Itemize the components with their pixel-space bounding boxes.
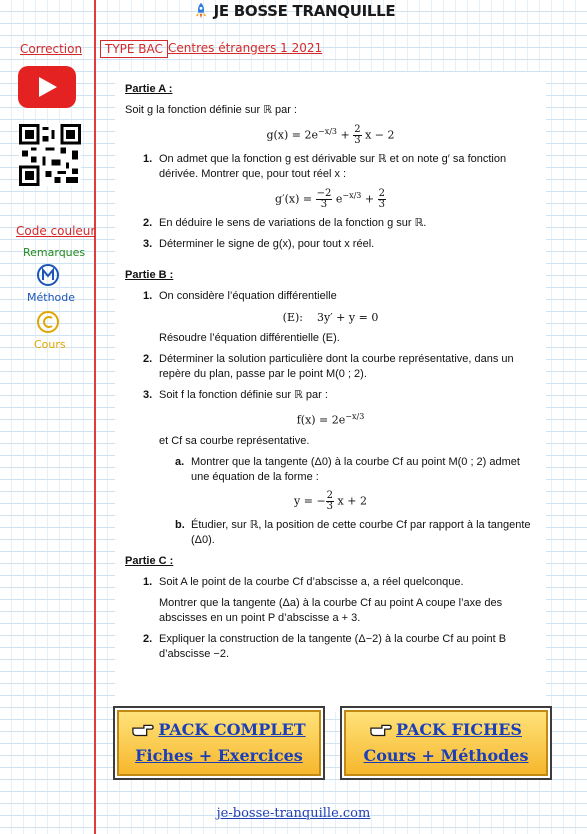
exam-type-tag: TYPE BAC <box>100 40 168 58</box>
part-c-item-1 <box>143 575 536 590</box>
item-text: Déterminer la solution particulière dont la courbe représentative, dans un repère du plan, passe par le point M(0 ; 2). <box>159 353 514 381</box>
item-text: En déduire le sens de variations de la fonction g sur ℝ. <box>159 217 427 230</box>
correction-label: Correction <box>20 42 83 56</box>
part-a-title: Partie A : <box>125 83 173 95</box>
part-b-item-1-follow: Résoudre l’équation différentielle (E). <box>159 332 340 345</box>
f-formula: $f(x) = 2e^{-x/3}$ <box>296 412 365 427</box>
part-b-item-2 <box>143 352 536 382</box>
tangent-lhs: y = − <box>294 494 326 508</box>
legend-title: Code couleur <box>16 224 96 238</box>
legend-cours: Cours <box>34 338 66 351</box>
differential-equation: (E): 3y′ + y = 0 <box>282 311 379 325</box>
part-a-item-3 <box>143 237 536 252</box>
g-derivative-formula: g′(x) = $\frac{-2}{3}$ $e^{-x/3}$ + $\frac{2}{3}$ <box>275 188 385 211</box>
item-text: Soit A le point de la courbe Cf d’abscisse a, a réel quelconque. <box>159 575 464 588</box>
legend-methode: Méthode <box>27 291 76 304</box>
part-a-item-2 <box>143 216 536 231</box>
course-c-icon <box>37 311 59 333</box>
item-number: 2. <box>143 353 153 366</box>
sub-letter: a. <box>175 455 185 468</box>
part-a-item-1 <box>143 152 536 182</box>
g-formula-rhs: x − 2 <box>365 128 395 142</box>
g-formula-lhs: g(x) = 2e <box>266 128 319 142</box>
part-c-item-2 <box>143 632 536 662</box>
youtube-play-button[interactable] <box>18 66 76 108</box>
part-b-item-1 <box>143 289 536 304</box>
pack-fiches-line2: Cours + Méthodes <box>363 746 529 765</box>
item-number: 3. <box>143 238 153 251</box>
pack-complet-line1: PACK COMPLET <box>158 720 306 739</box>
item-number: 1. <box>143 153 153 166</box>
item-text: Soit f la fonction définie sur ℝ par : <box>159 389 328 402</box>
f-formula-text: f(x) = 2e <box>296 413 346 427</box>
item-text: On considère l’équation différentielle <box>159 290 337 303</box>
item-text: Expliquer la construction de la tangente (Δ−2) à la courbe Cf au point B d’abscisse −2. <box>159 632 507 660</box>
item-number: 1. <box>143 290 153 303</box>
method-m-icon <box>37 264 59 286</box>
pack-fiches-line1: PACK FICHES <box>396 720 522 739</box>
item-text: Déterminer le signe de g(x), pour tout x réel. <box>159 238 375 251</box>
g-formula: $g(x) = 2e^{-x/3}$ + $\frac{2}{3}$ x − 2 <box>266 124 395 147</box>
play-icon <box>37 77 57 97</box>
part-b-item-3 <box>143 388 536 403</box>
sub-text: Étudier, sur ℝ, la position de cette courbe Cf par rapport à la tangente (Δ0). <box>191 518 531 546</box>
sub-text: Montrer que la tangente (Δ0) à la courbe Cf au point M(0 ; 2) admet une équation de la forme : <box>191 455 520 483</box>
derivative-exp: e <box>335 192 343 206</box>
margin-line <box>94 0 96 834</box>
part-c-title: Partie C : <box>125 554 174 567</box>
tangent-rhs: x + 2 <box>337 494 367 508</box>
exercise-content <box>115 72 546 712</box>
item-text: On admet que la fonction g est dérivable sur ℝ et on note g′ sa fonction dérivée. Montrer que, pour tout réel x : <box>159 153 507 181</box>
pointing-hand-icon <box>132 722 154 738</box>
part-a-intro: Soit g la fonction définie sur ℝ par : <box>125 104 297 116</box>
item-number: 2. <box>143 632 153 645</box>
pack-complet-line2: Fiches + Exercices <box>135 746 303 765</box>
pack-complet-button[interactable] <box>117 710 321 776</box>
sub-letter: b. <box>175 518 185 531</box>
item-number: 2. <box>143 217 153 230</box>
item-number: 3. <box>143 389 153 402</box>
footer-link[interactable]: je-bosse-tranquille.com <box>216 806 371 821</box>
part-b-sub-b <box>175 518 536 548</box>
item-number: 1. <box>143 575 153 588</box>
rocket-icon <box>192 2 210 20</box>
part-b-sub-a <box>175 455 536 485</box>
pointing-hand-icon <box>370 722 392 738</box>
legend-remarques: Remarques <box>23 246 86 259</box>
tangent-equation: y = − $\frac{2}{3}$ x + 2 <box>294 489 367 512</box>
part-b-item-3-follow: et Cf sa courbe représentative. <box>159 434 310 447</box>
qr-code-icon[interactable] <box>19 124 81 186</box>
exam-title: Centres étrangers 1 2021 <box>168 41 323 55</box>
derivative-lhs: g′(x) = <box>275 192 313 206</box>
pack-fiches-button[interactable] <box>344 710 548 776</box>
brand-name: JE BOSSE TRANQUILLE <box>213 2 396 20</box>
brand-header <box>0 2 587 25</box>
part-c-item-1-follow: Montrer que la tangente (Δa) à la courbe Cf au point A coupe l’axe des abscisses en un point P d’abscisse a + 3. <box>159 596 503 624</box>
part-b-title: Partie B : <box>125 269 174 282</box>
